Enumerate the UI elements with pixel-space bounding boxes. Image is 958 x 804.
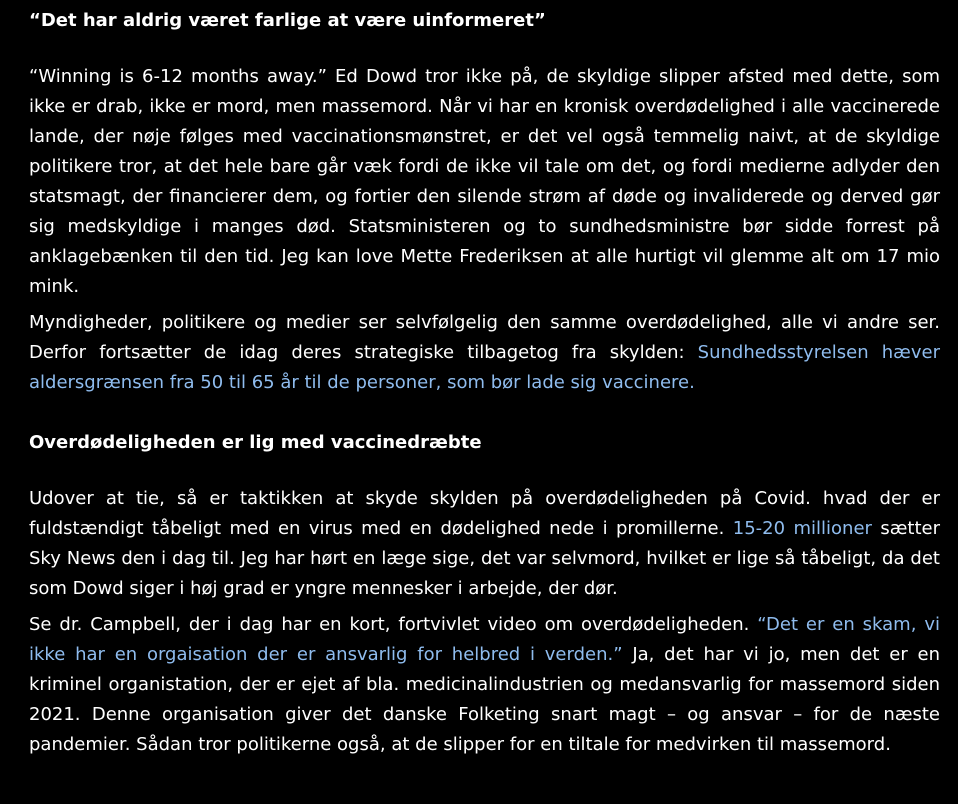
- paragraph-authorities: [29, 308, 940, 398]
- paragraph-winning: “Winning is 6-12 months away.” Ed Dowd tror ikke på, de skyldige slipper afsted med dette, som ikke er drab, ikke er mord, men massemord. Når vi har en kronisk overdødelighed i alle vaccinerede lande, der nøje følges med vaccinationsmønstret, er det vel også temmelig naivt, at de skyldige politikere tror, at det hele bare går væk fordi de ikke vil tale om det, og fordi medierne adlyder den statsmagt, der financierer dem, og fortier den silende strøm af døde og invaliderede og derved gør sig medskyldige i manges død. Statsministeren og to sundhedsministre bør sidde forrest på anklagebænken til den tid. Jeg kan love Mette Frederiksen at alle hurtigt vil glemme alt om 17 mio mink.: [29, 66, 940, 297]
- paragraph-text: sætter Sky News den i dag til. Jeg har hørt en læge sige, det var selvmord, hvilket er lige så tåbeligt, da det som Dowd siger i høj grad er yngre mennesker i arbejde, der dør.: [29, 518, 940, 599]
- link-campbell-quote[interactable]: “Det er en skam, vi ikke har en orgaisation der er ansvarlig for helbred i verden.”: [29, 614, 940, 665]
- link-15-20-millioner[interactable]: 15-20 millioner: [732, 518, 872, 539]
- paragraph-campbell: [29, 610, 940, 760]
- paragraph-text: Se dr. Campbell, der i dag har en kort, fortvivlet video om overdødeligheden.: [29, 614, 758, 635]
- link-sundhedsstyrelsen[interactable]: Sundhedsstyrelsen hæver aldersgrænsen fra 50 til 65 år til de personer, som bør lade sig vaccinere.: [29, 342, 940, 393]
- paragraph-text: Udover at tie, så er taktikken at skyde skylden på overdødeligheden på Covid. hvad der er fuldstændigt tåbeligt med en virus med en dødelighed nede i promillerne.: [29, 488, 940, 539]
- paragraph-text: Ja, det har vi jo, men det er en kriminel organistation, der er ejet af bla. medicinalindustrien og medansvarlig for massemord siden 2021. Denne organisation giver det danske Folketing snart magt – og ansvar – for de næste pandemier. Sådan tror politikerne også, at de slipper for en tiltale for medvirken til massemord.: [29, 644, 940, 755]
- article-body: [29, 6, 940, 760]
- section-heading-excess-mortality: Overdødeligheden er lig med vaccinedræbte: [29, 432, 482, 453]
- paragraph-covid-blame: [29, 484, 940, 604]
- paragraph-text: Myndigheder, politikere og medier ser selvfølgelig den samme overdødelighed, alle vi andre ser. Derfor fortsætter de idag deres strategiske tilbagetog fra skylden:: [29, 312, 940, 363]
- section-heading-uninformed: “Det har aldrig været farlige at være uinformeret”: [29, 10, 546, 31]
